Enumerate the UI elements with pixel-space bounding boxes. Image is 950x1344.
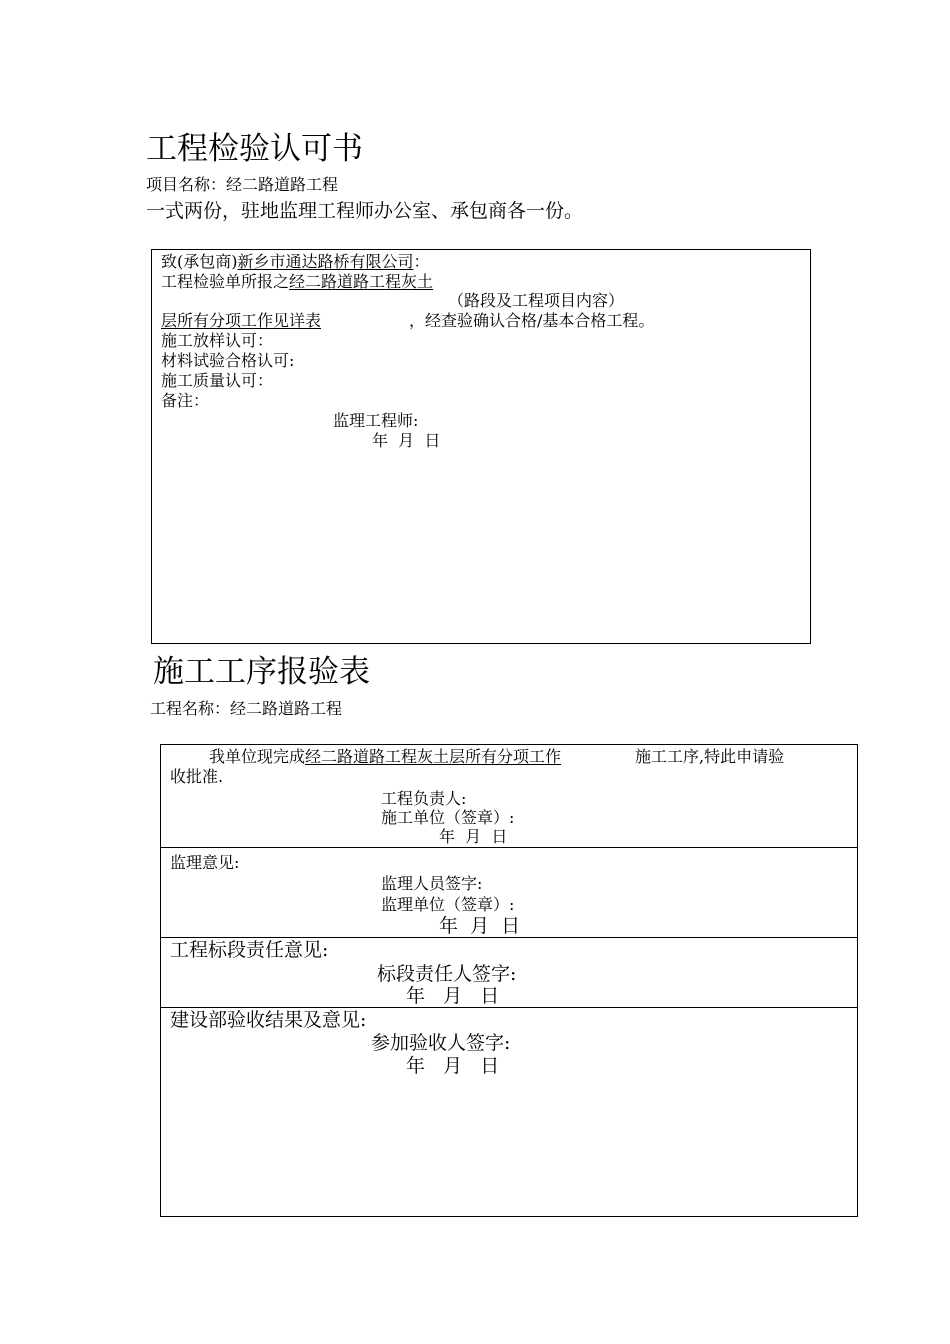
permit-project-name: 项目名称：经二路道路工程 xyxy=(146,175,339,194)
report-line-2 xyxy=(161,311,654,331)
process-table xyxy=(160,744,858,1217)
department-acceptance xyxy=(161,1007,857,1216)
material-approval: 材料试验合格认可: xyxy=(161,351,295,370)
process-project-name: 工程名称：经二路道路工程 xyxy=(150,699,343,718)
report-suffix: ，经查验确认合格/基本合格工程。 xyxy=(409,311,655,330)
quality-approval: 施工质量认可： xyxy=(161,371,274,390)
permit-title: 工程检验认可书 xyxy=(146,131,363,167)
acceptance-date: 年 月 日 xyxy=(406,1055,500,1077)
request-prefix: 我单位现完成 xyxy=(209,747,306,766)
request-line xyxy=(209,747,784,767)
project-leader: 工程负责人: xyxy=(381,789,467,808)
section-date: 年 月 日 xyxy=(406,985,500,1007)
request-suffix: 施工工序,特此申请验 xyxy=(635,747,785,766)
supervision-unit: 监理单位（签章）: xyxy=(381,895,515,914)
report-prefix: 工程检验单所报之 xyxy=(161,272,290,291)
supervisor-signature: 监理工程师: xyxy=(333,411,419,430)
report-item-part1: 经二路道路工程灰土 xyxy=(289,272,434,291)
section-opinion: 工程标段责任意见: xyxy=(170,939,329,961)
contractor-name: 新乡市通达路桥有限公司 xyxy=(237,252,414,271)
request-section xyxy=(161,745,857,847)
supervisor-sign: 监理人员签字: xyxy=(381,874,483,893)
process-form-title: 施工工序报验表 xyxy=(153,654,370,690)
construction-unit: 施工单位（签章）: xyxy=(381,808,515,827)
permit-copies-note: 一式两份，驻地监理工程师办公室、承包商各一份。 xyxy=(146,200,584,222)
department-opinion: 建设部验收结果及意见: xyxy=(170,1009,367,1031)
supervision-date: 年 月 日 xyxy=(439,915,521,937)
permit-box xyxy=(151,249,811,644)
section-sign: 标段责任人签字: xyxy=(377,963,517,985)
request-item: 经二路道路工程灰土层所有分项工作 xyxy=(305,747,562,766)
request-line-2: 收批准. xyxy=(170,767,224,786)
item-caption: （路段及工程项目内容） xyxy=(448,291,625,310)
remarks-label: 备注： xyxy=(161,391,210,410)
report-line xyxy=(161,272,433,292)
layout-approval: 施工放样认可： xyxy=(161,331,274,350)
addressee-prefix: 致(承包商) xyxy=(161,252,238,271)
section-responsibility xyxy=(161,937,857,1007)
addressee-line xyxy=(161,252,430,272)
addressee-suffix: ： xyxy=(413,252,430,271)
supervision-opinion: 监理意见: xyxy=(170,853,240,872)
request-date: 年 月 日 xyxy=(439,827,508,846)
permit-date: 年 月 日 xyxy=(372,431,441,450)
supervision-section xyxy=(161,847,857,937)
acceptor-sign: 参加验收人签字: xyxy=(371,1032,511,1054)
report-item-part2: 层所有分项工作见详表 xyxy=(161,311,322,330)
